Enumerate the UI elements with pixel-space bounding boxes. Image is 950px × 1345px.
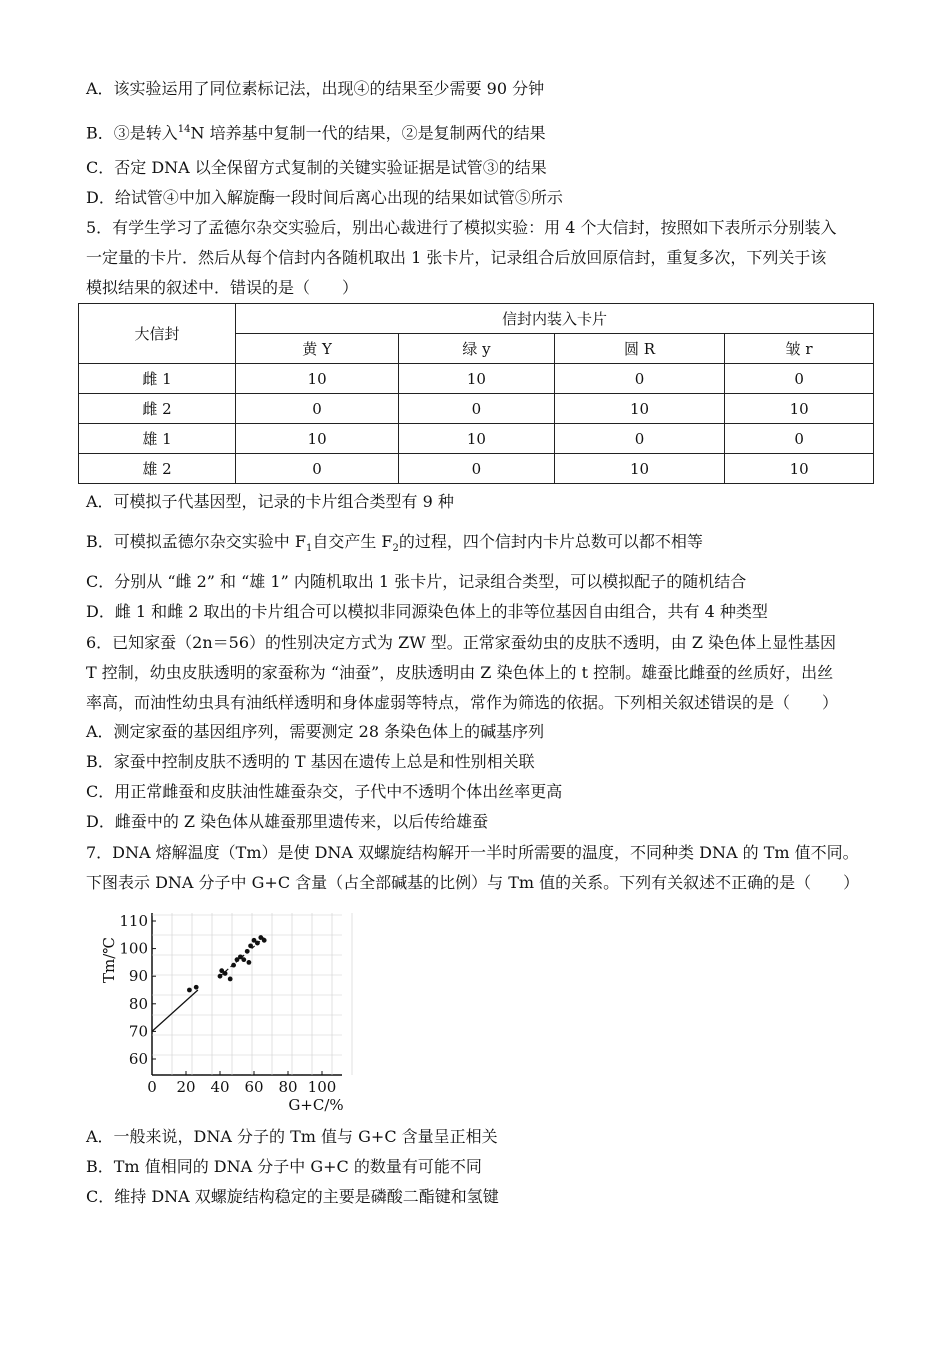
- table-col-header: 皱 r: [725, 334, 874, 364]
- data-point: [194, 985, 199, 990]
- q6-stem-line3: 率高，而油性幼虫具有油纸样透明和身体虚弱等特点，常作为筛选的依据。下列相关叙述错误的是（ ）: [86, 693, 839, 712]
- table-cell: 10: [236, 424, 399, 454]
- table-cell: 0: [399, 454, 555, 484]
- f1-subscript: 1: [305, 543, 313, 555]
- data-point: [231, 963, 236, 968]
- table-header-cards: 信封内装入卡片: [236, 304, 874, 334]
- q5-stem-line3: 模拟结果的叙述中．错误的是（ ）: [86, 278, 359, 297]
- q6-option-d: D．雌蚕中的 Z 染色体从雄蚕那里遗传来，以后传给雄蚕: [86, 812, 489, 831]
- table-col-header: 绿 y: [399, 334, 555, 364]
- y-tick-label: 80: [128, 994, 148, 1013]
- table-col-header: 圆 R: [554, 334, 725, 364]
- table-cell: 10: [399, 364, 555, 394]
- q5-option-b: [86, 531, 703, 560]
- q5-option-b-mid: 自交产生 F: [312, 532, 393, 551]
- data-point: [248, 943, 253, 948]
- table-row: [79, 394, 874, 424]
- y-tick-label: 70: [128, 1022, 148, 1041]
- table-cell: 0: [725, 424, 874, 454]
- q4-option-b-post: N 培养基中复制一代的结果，②是复制两代的结果: [190, 123, 546, 143]
- data-point: [247, 960, 252, 965]
- q7-option-c: C．维持 DNA 双螺旋结构稳定的主要是磷酸二酯键和氢键: [86, 1187, 499, 1206]
- q5-option-d: D．雌 1 和雌 2 取出的卡片组合可以模拟非同源染色体上的非等位基因自由组合，共有 4 种类型: [86, 602, 768, 621]
- fit-line: [152, 990, 198, 1031]
- table-row: [79, 364, 874, 394]
- table-cell: 0: [554, 364, 725, 394]
- q4-option-c: C．否定 DNA 以全保留方式复制的关键实验证据是试管③的结果: [86, 158, 547, 177]
- q7-stem-line2: 下图表示 DNA 分子中 G+C 含量（占全部碱基的比例）与 Tm 值的关系。下列有关叙述不正确的是（ ）: [86, 873, 860, 892]
- data-point: [228, 977, 233, 982]
- q6-option-b: B．家蚕中控制皮肤不透明的 T 基因在遗传上总是和性别相关联: [86, 752, 535, 771]
- y-tick-label: 100: [119, 939, 148, 958]
- y-tick-label: 110: [119, 912, 148, 930]
- data-point: [262, 938, 267, 943]
- data-point: [255, 941, 260, 946]
- table-cell: 10: [236, 364, 399, 394]
- data-point: [241, 957, 246, 962]
- table-cell: 0: [725, 364, 874, 394]
- table-row-label: 雄 2: [79, 454, 236, 484]
- data-point: [187, 988, 192, 993]
- table-header-envelope: 大信封: [79, 304, 236, 364]
- tm-vs-gc-scatter-chart: [96, 900, 376, 1120]
- q5-option-b-pre: B．可模拟孟德尔杂交实验中 F: [86, 532, 306, 551]
- chart-x-axis-label: G+C/%: [288, 1096, 344, 1114]
- chart-points: [187, 935, 267, 992]
- q7-stem-line1: 7．DNA 熔解温度（Tm）是使 DNA 双螺旋结构解开一半时所需要的温度，不同种类 DNA 的 Tm 值不同。: [86, 843, 859, 862]
- data-point: [223, 971, 228, 976]
- q6-stem-line1: 6．已知家蚕（2n＝56）的性别决定方式为 ZW 型。正常家蚕幼虫的皮肤不透明，由 Z 染色体上显性基因: [86, 633, 837, 652]
- table-cell: 10: [725, 394, 874, 424]
- table-row-label: 雌 2: [79, 394, 236, 424]
- x-tick-label: 0: [147, 1078, 157, 1096]
- table-row: [79, 424, 874, 454]
- table-cell: 0: [236, 454, 399, 484]
- q5-option-c: C．分别从 “雌 2” 和 “雄 1” 内随机取出 1 张卡片，记录组合类型，可以模拟配子的随机结合: [86, 572, 747, 591]
- q4-option-b-pre: B．③是转入: [86, 123, 178, 143]
- x-tick-label: 100: [307, 1078, 337, 1096]
- table-cell: 10: [725, 454, 874, 484]
- x-tick-label: 40: [210, 1078, 230, 1096]
- table-col-header: 黄 Y: [236, 334, 399, 364]
- q6-option-a: A．测定家蚕的基因组序列，需要测定 28 条染色体上的碱基序列: [86, 722, 545, 741]
- chart-y-axis-label: Tm/℃: [100, 936, 118, 984]
- q6-stem-line2: T 控制，幼虫皮肤透明的家蚕称为 “油蚕”，皮肤透明由 Z 染色体上的 t 控制。雄蚕比雌蚕的丝质好，出丝: [86, 663, 834, 682]
- table-row-label: 雌 1: [79, 364, 236, 394]
- table-row-label: 雄 1: [79, 424, 236, 454]
- table-cell: 10: [399, 424, 555, 454]
- q6-option-c: C．用正常雌蚕和皮肤油性雄蚕杂交，子代中不透明个体出丝率更高: [86, 782, 563, 801]
- x-tick-label: 60: [244, 1078, 264, 1096]
- data-point: [218, 974, 223, 979]
- q5-option-a: A．可模拟子代基因型，记录的卡片组合类型有 9 种: [86, 492, 454, 511]
- table-cell: 10: [554, 454, 725, 484]
- f2-subscript: 2: [392, 543, 399, 555]
- q5-stem-line1: 5．有学生学习了孟德尔杂交实验后，别出心裁进行了模拟实验：用 4 个大信封，按照如下表所示分别装入: [86, 218, 837, 237]
- q7-option-a: A．一般来说，DNA 分子的 Tm 值与 G+C 含量呈正相关: [86, 1127, 498, 1146]
- chart-axes: [152, 913, 352, 1075]
- x-tick-label: 80: [278, 1078, 298, 1096]
- table-cell: 0: [236, 394, 399, 424]
- table-row: [79, 454, 874, 484]
- y-tick-label: 90: [128, 967, 148, 986]
- x-tick-label: 20: [176, 1078, 196, 1096]
- data-point: [245, 949, 250, 954]
- table-cell: 0: [399, 394, 555, 424]
- q4-option-a: A．该实验运用了同位素标记法，出现④的结果至少需要 90 分钟: [86, 79, 545, 98]
- y-tick-label: 60: [128, 1050, 148, 1068]
- envelope-card-table: [78, 303, 874, 484]
- isotope-mass-number: 14: [177, 124, 191, 135]
- q7-option-b: B．Tm 值相同的 DNA 分子中 G+C 的数量有可能不同: [86, 1157, 482, 1176]
- table-cell: 0: [554, 424, 725, 454]
- q4-option-b: [86, 119, 546, 144]
- q4-option-d: D．给试管④中加入解旋酶一段时间后离心出现的结果如试管⑤所示: [86, 188, 563, 207]
- table-cell: 10: [554, 394, 725, 424]
- q5-stem-line2: 一定量的卡片．然后从每个信封内各随机取出 1 张卡片，记录组合后放回原信封，重复多次，下列关于该: [86, 248, 827, 267]
- q5-option-b-post: 的过程，四个信封内卡片总数可以都不相等: [398, 532, 703, 551]
